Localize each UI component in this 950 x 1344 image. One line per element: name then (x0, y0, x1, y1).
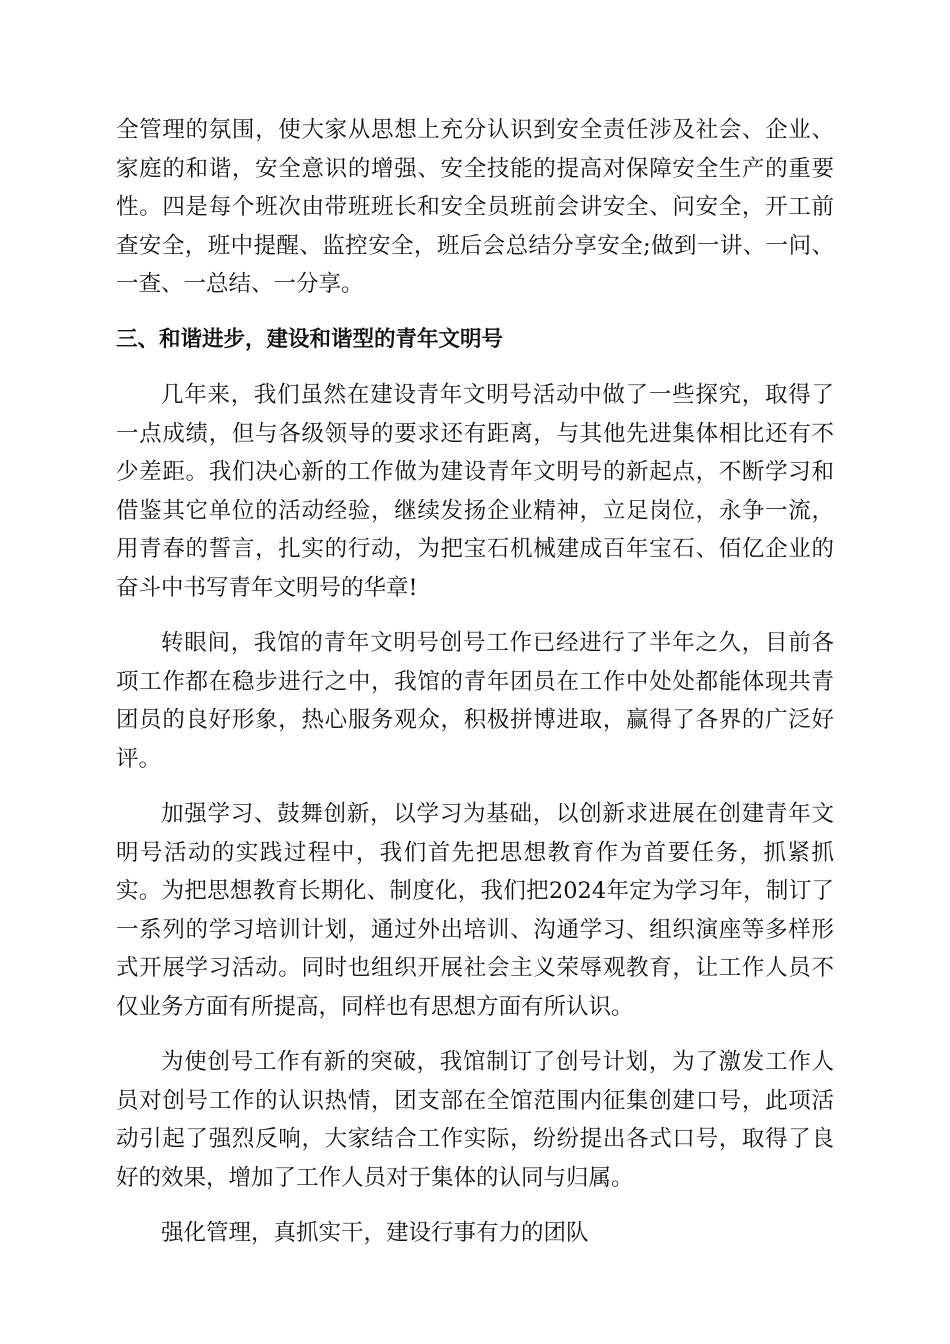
body-paragraph-1: 几年来，我们虽然在建设青年文明号活动中做了一些探究，取得了一点成绩，但与各级领导的要求还有距离，与其他先进集体相比还有不少差距。我们决心新的工作做为建设青年文明号的新起点，不断学习和借鉴其它单位的活动经验，继续发扬企业精神，立足岗位，永争一流，用青春的誓言，扎实的行动，为把宝石机械建成百年宝石、佰亿企业的奋斗中书写青年文明号的华章! (116, 382, 834, 601)
body-paragraph-4: 为使创号工作有新的突破，我馆制订了创号计划，为了激发工作人员对创号工作的认识热情，团支部在全馆范围内征集创建口号，此项活动引起了强烈反响，大家结合工作实际，纷纷提出各式口号，取得了良好的效果，增加了工作人员对于集体的认同与归属。 (116, 1049, 834, 1191)
body-paragraph-2: 转眼间，我馆的青年文明号创号工作已经进行了半年之久，目前各项工作都在稳步进行之中，我馆的青年团员在工作中处处都能体现共青团员的良好形象，热心服务观众，积极拼博进取，赢得了各界的广泛好评。 (116, 630, 834, 772)
section-heading: 三、和谐进步，建设和谐型的青年文明号 (116, 326, 504, 352)
document-page (116, 111, 834, 1253)
continuation-paragraph: 全管理的氛围，使大家从思想上充分认识到安全责任涉及社会、企业、家庭的和谐，安全意识的增强、安全技能的提高对保障安全生产的重要性。四是每个班次由带班班长和安全员班前会讲安全、问安全，开工前查安全，班中提醒、监控安全，班后会总结分享安全;做到一讲、一问、一查、一总结、一分享。 (116, 117, 834, 297)
body-paragraph-5: 强化管理，真抓实干，建设行事有力的团队 (161, 1220, 589, 1246)
body-paragraph-3: 加强学习、鼓舞创新，以学习为基础，以创新求进展在创建青年文明号活动的实践过程中，我们首先把思想教育作为首要任务，抓紧抓实。为把思想教育长期化、制度化，我们把2024年定为学习年，制订了一系列的学习培训计划，通过外出培训、沟通学习、组织演座等多样形式开展学习活动。同时也组织开展社会主义荣辱观教育，让工作人员不仅业务方面有所提高，同样也有思想方面有所认识。 (116, 801, 834, 1020)
